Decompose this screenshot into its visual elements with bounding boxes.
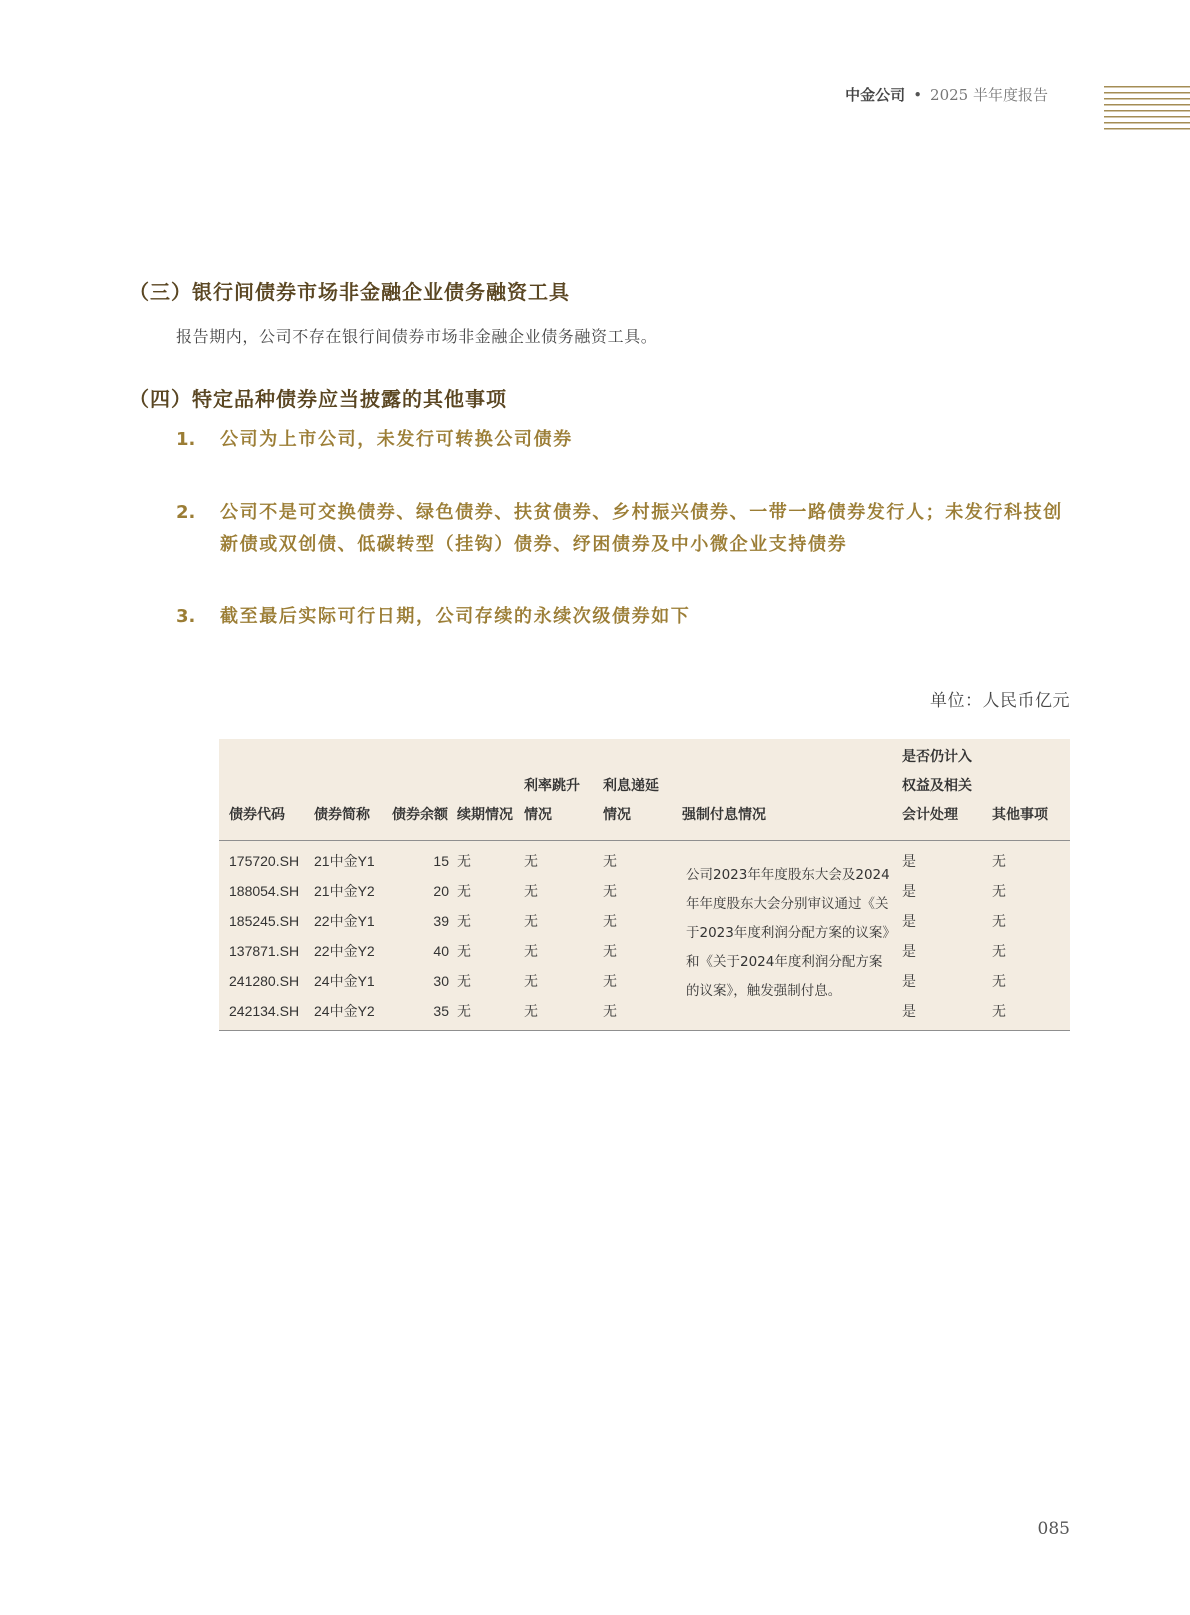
cell-code: 242134.SH bbox=[229, 1003, 300, 1019]
col-header-interest-deferral-line1: 利息递延 bbox=[603, 778, 659, 794]
cell-rate-step-up: 无 bbox=[524, 883, 538, 899]
cell-equity: 是 bbox=[902, 853, 916, 869]
cell-equity: 是 bbox=[902, 943, 916, 959]
header-report-title: 2025 半年度报告 bbox=[930, 86, 1048, 104]
col-header-equity-line2: 权益及相关 bbox=[902, 778, 972, 794]
cell-balance: 15 bbox=[433, 853, 449, 869]
cell-name: 21中金Y1 bbox=[314, 853, 375, 869]
list-item-number: 2. bbox=[176, 502, 196, 523]
cell-renewal: 无 bbox=[457, 883, 471, 899]
cell-renewal: 无 bbox=[457, 943, 471, 959]
cell-rate-step-up: 无 bbox=[524, 1003, 538, 1019]
cell-other: 无 bbox=[992, 943, 1006, 959]
cell-code: 188054.SH bbox=[229, 883, 300, 899]
col-header-other: 其他事项 bbox=[992, 807, 1048, 823]
section-3-title: （三）银行间债券市场非金融企业债务融资工具 bbox=[129, 280, 570, 304]
list-item bbox=[176, 497, 1076, 561]
list-item bbox=[176, 601, 1076, 633]
cell-equity: 是 bbox=[902, 883, 916, 899]
col-header-renewal: 续期情况 bbox=[457, 807, 513, 823]
col-header-equity-line1: 是否仍计入 bbox=[902, 749, 972, 765]
col-header-rate-step-up-line1: 利率跳升 bbox=[524, 778, 580, 794]
cell-other: 无 bbox=[992, 973, 1006, 989]
page-number: 085 bbox=[1037, 1519, 1070, 1539]
cell-other: 无 bbox=[992, 883, 1006, 899]
section-4-title: （四）特定品种债券应当披露的其他事项 bbox=[129, 387, 507, 411]
cell-rate-step-up: 无 bbox=[524, 943, 538, 959]
cell-other: 无 bbox=[992, 1003, 1006, 1019]
cell-interest-deferral: 无 bbox=[603, 943, 617, 959]
col-header-equity-line3: 会计处理 bbox=[902, 807, 958, 823]
col-header-balance: 债券余额 bbox=[392, 807, 448, 823]
cell-rate-step-up: 无 bbox=[524, 913, 538, 929]
table-header-rule bbox=[219, 840, 1070, 841]
cell-rate-step-up: 无 bbox=[524, 853, 538, 869]
cell-name: 24中金Y2 bbox=[314, 1003, 375, 1019]
col-header-code: 债券代码 bbox=[229, 807, 285, 823]
cell-rate-step-up: 无 bbox=[524, 973, 538, 989]
cell-equity: 是 bbox=[902, 913, 916, 929]
cell-renewal: 无 bbox=[457, 853, 471, 869]
col-header-name: 债券简称 bbox=[314, 807, 370, 823]
header-stripes-decoration bbox=[1104, 86, 1190, 134]
header-company: 中金公司 bbox=[845, 86, 906, 104]
cell-forced-payment: 公司2023年年度股东大会及2024年年度股东大会分别审议通过《关于2023年度利润分配方案的议案》和《关于2024年度利润分配方案的议案》，触发强制付息。 bbox=[686, 867, 890, 999]
cell-interest-deferral: 无 bbox=[603, 973, 617, 989]
cell-equity: 是 bbox=[902, 973, 916, 989]
list-item-text: 截至最后实际可行日期，公司存续的永续次级债券如下 bbox=[220, 606, 691, 627]
col-header-rate-step-up-line2: 情况 bbox=[524, 807, 552, 823]
cell-other: 无 bbox=[992, 853, 1006, 869]
cell-interest-deferral: 无 bbox=[603, 913, 617, 929]
cell-balance: 40 bbox=[433, 943, 449, 959]
cell-code: 185245.SH bbox=[229, 913, 300, 929]
cell-code: 137871.SH bbox=[229, 943, 300, 959]
col-header-interest-deferral-line2: 情况 bbox=[603, 807, 631, 823]
cell-renewal: 无 bbox=[457, 1003, 471, 1019]
cell-name: 24中金Y1 bbox=[314, 973, 375, 989]
cell-name: 22中金Y1 bbox=[314, 913, 375, 929]
list-item-text: 公司为上市公司，未发行可转换公司债券 bbox=[220, 429, 573, 450]
cell-interest-deferral: 无 bbox=[603, 1003, 617, 1019]
cell-interest-deferral: 无 bbox=[603, 853, 617, 869]
perpetual-bond-table bbox=[219, 739, 1070, 1031]
cell-renewal: 无 bbox=[457, 913, 471, 929]
cell-interest-deferral: 无 bbox=[603, 883, 617, 899]
list-item bbox=[176, 424, 1076, 456]
header-separator: • bbox=[913, 86, 923, 104]
list-item-text: 公司不是可交换债券、绿色债券、扶贫债券、乡村振兴债券、一带一路债券发行人；未发行科技创新债或双创债、低碳转型（挂钩）债券、纾困债券及中小微企业支持债券 bbox=[220, 502, 1063, 555]
cell-renewal: 无 bbox=[457, 973, 471, 989]
cell-equity: 是 bbox=[902, 1003, 916, 1019]
cell-code: 175720.SH bbox=[229, 853, 300, 869]
cell-code: 241280.SH bbox=[229, 973, 300, 989]
cell-balance: 30 bbox=[433, 973, 449, 989]
cell-balance: 20 bbox=[433, 883, 449, 899]
cell-balance: 35 bbox=[433, 1003, 449, 1019]
cell-name: 21中金Y2 bbox=[314, 883, 375, 899]
list-item-number: 3. bbox=[176, 606, 196, 627]
cell-other: 无 bbox=[992, 913, 1006, 929]
col-header-forced-payment: 强制付息情况 bbox=[682, 807, 766, 823]
cell-balance: 39 bbox=[433, 913, 449, 929]
cell-name: 22中金Y2 bbox=[314, 943, 375, 959]
list-item-number: 1. bbox=[176, 429, 196, 450]
unit-label: 单位：人民币亿元 bbox=[930, 691, 1070, 711]
section-3-paragraph: 报告期内，公司不存在银行间债券市场非金融企业债务融资工具。 bbox=[176, 327, 658, 346]
page-header bbox=[845, 84, 1048, 105]
